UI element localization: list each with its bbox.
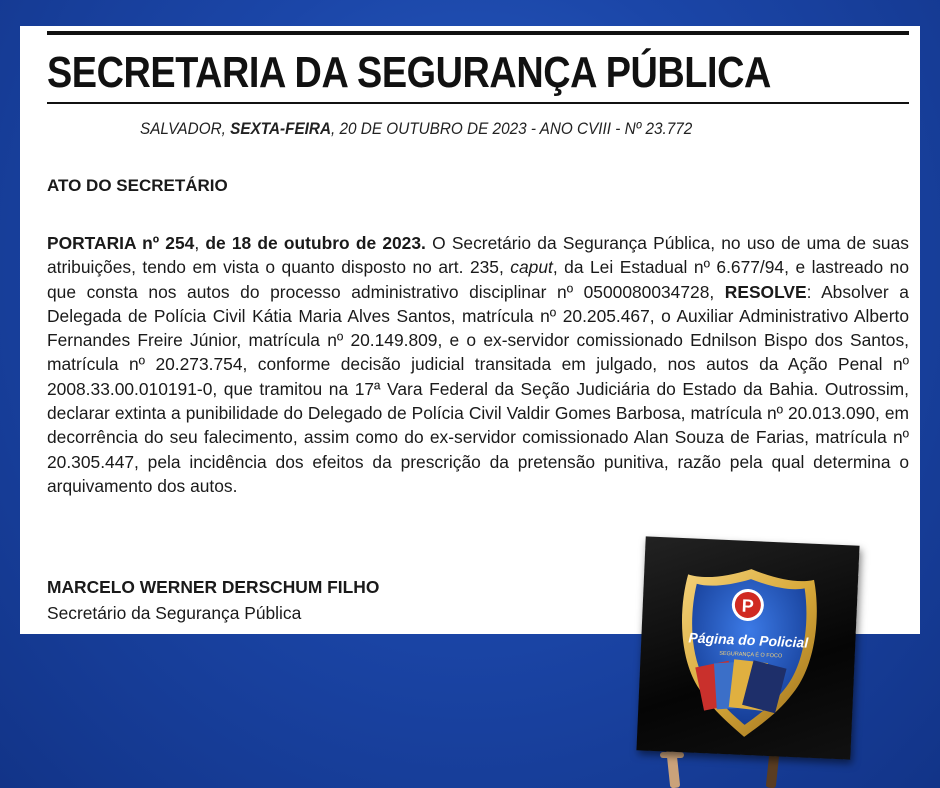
signer-name: MARCELO WERNER DERSCHUM FILHO	[47, 577, 380, 597]
signer-role: Secretário da Segurança Pública	[47, 603, 302, 623]
logo-tagline: SEGURANÇA É O FOCO	[719, 650, 783, 660]
portaria-text-1: O Secretário da Segurança Pública, no uso de uma de suas atribuições, tendo em vista o quanto disposto no art. 235,	[47, 233, 909, 278]
logo-p-mark: P	[741, 595, 755, 617]
portaria-sep: ,	[194, 233, 206, 253]
police-badge-logo-icon	[636, 536, 859, 759]
portaria-body	[47, 231, 909, 498]
portaria-caput: caput	[510, 257, 553, 278]
dateline-weekday: SEXTA-FEIRA	[230, 119, 332, 138]
dateline-city: SALVADOR,	[140, 119, 231, 138]
portaria-text-3: : Absolver a Delegada de Polícia Civil Kátia Maria Alves Santos, matrícula nº 20.205.467, o Auxiliar Administrativo Alberto Fernandes Freire Júnior, matrícula nº 20.149.809, e o ex-servidor comissionado Ednilson Bispo dos Santos, matrícula nº 20.273.754, conforme decisão judicial transitada em julgado, nos autos da Ação Penal nº 2008.33.00.010191-0, que tramitou na 17ª Vara Federal da Seção Judiciária do Estado da Bahia. Outrossim, declarar extinta a punibilidade do Delegado de Polícia Civil Valdir Gomes Barbosa, matrícula nº 20.013.090, em decorrência do seu falecimento, assim como do ex-servidor comissionado Alan Souza de Farias, matrícula nº 20.305.447, pela incidência dos efeitos da prescrição da pretensão punitiva, razão pela qual determina o arquivamento dos autos.	[47, 281, 909, 496]
masthead-title: SECRETARIA DA SEGURANÇA PÚBLICA	[47, 48, 771, 97]
section-heading: ATO DO SECRETÁRIO	[47, 176, 228, 195]
masthead-rule	[47, 102, 909, 104]
portaria-number: PORTARIA nº 254	[47, 233, 195, 253]
portaria-resolve: RESOLVE	[724, 281, 807, 302]
dateline-date-issue: , 20 DE OUTUBRO DE 2023 - ANO CVIII - Nº 23.772	[331, 119, 693, 138]
top-rule	[47, 31, 909, 35]
portaria-date: de 18 de outubro de 2023.	[205, 233, 426, 253]
dateline	[140, 119, 692, 139]
magazine-covers-icon	[693, 658, 786, 715]
logo-brand: Página do Policial	[688, 629, 809, 651]
police-plaque	[636, 536, 859, 759]
portaria-text-2: , da Lei Estadual nº 6.677/94, e lastreado no que consta nos autos do processo administrativo disciplinar nº 0500080034728,	[47, 257, 909, 302]
